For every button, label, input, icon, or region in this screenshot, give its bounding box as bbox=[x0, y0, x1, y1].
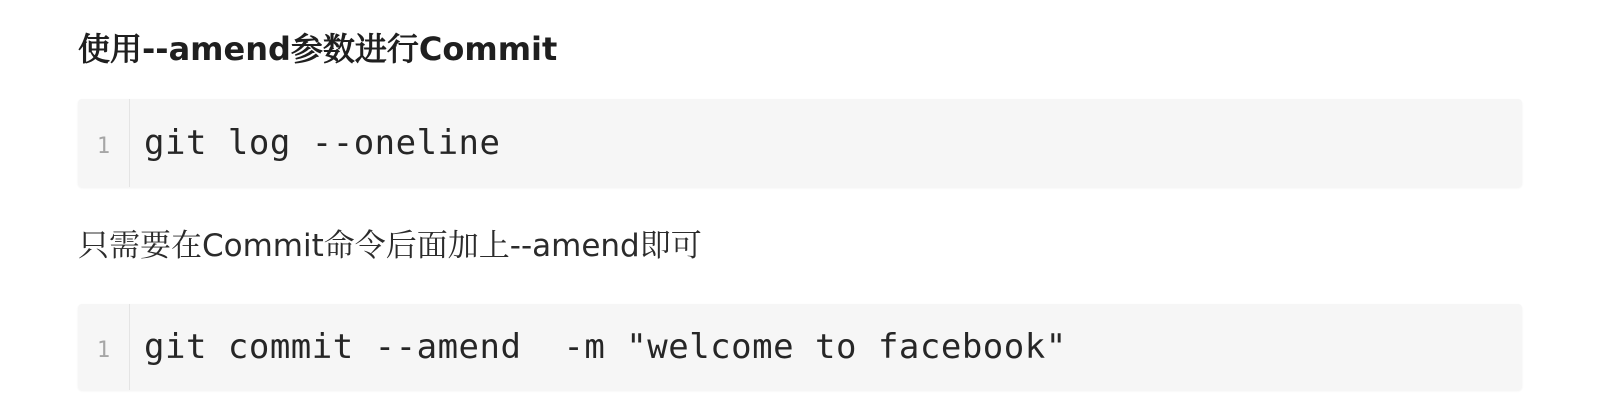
code-block-git-log[interactable] bbox=[78, 99, 1522, 187]
code-line[interactable]: git log --oneline bbox=[144, 123, 501, 163]
code-block-git-commit-amend[interactable] bbox=[78, 304, 1522, 390]
line-number-gutter bbox=[78, 99, 130, 187]
instruction-paragraph: 只需要在Commit命令后面加上--amend即可 bbox=[78, 228, 702, 264]
line-number: 1 bbox=[96, 337, 111, 363]
section-heading: 使用--amend参数进行Commit bbox=[78, 30, 558, 68]
line-number: 1 bbox=[96, 133, 111, 159]
line-number-gutter bbox=[78, 304, 130, 390]
code-line[interactable]: git commit --amend -m "welcome to facebook" bbox=[144, 327, 1067, 367]
